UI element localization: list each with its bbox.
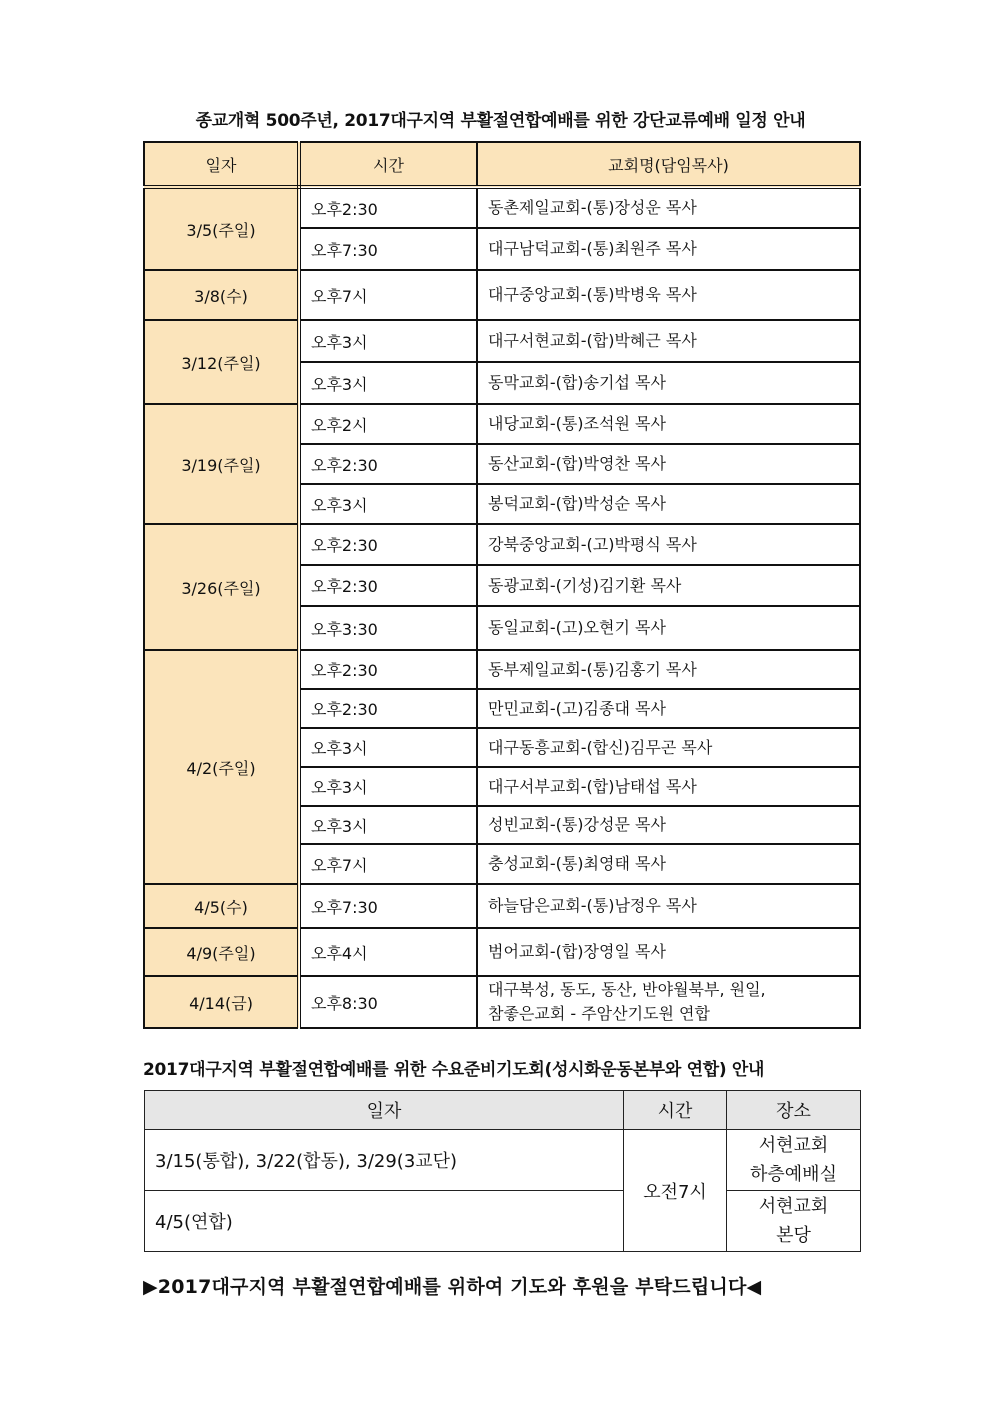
table-row bbox=[144, 320, 860, 362]
prayer-header-row bbox=[145, 1091, 861, 1130]
church-cell: 대구서부교회-(합)남태섭 목사 bbox=[477, 767, 860, 806]
prayer-place-cell bbox=[727, 1130, 861, 1191]
church-cell: 동부제일교회-(통)김홍기 목사 bbox=[477, 650, 860, 689]
church-cell: 만민교회-(고)김종대 목사 bbox=[477, 689, 860, 728]
church-cell: 대구중앙교회-(통)박병욱 목사 bbox=[477, 270, 860, 320]
footer-message: ▶2017대구지역 부활절연합예배를 위하여 기도와 후원을 부탁드립니다◀ bbox=[143, 1276, 762, 1298]
church-cell: 하늘담은교회-(통)남정우 목사 bbox=[477, 884, 860, 928]
date-cell: 4/2(주일) bbox=[144, 650, 299, 884]
church-cell: 대구서현교회-(합)박혜근 목사 bbox=[477, 320, 860, 362]
schedule-header-row bbox=[144, 142, 860, 187]
time-cell: 오후4시 bbox=[299, 928, 477, 976]
date-cell: 3/12(주일) bbox=[144, 320, 299, 404]
table-row bbox=[145, 1130, 861, 1191]
church-cell bbox=[477, 976, 860, 1028]
table-row bbox=[144, 270, 860, 320]
church-line-1: 대구북성, 동도, 동산, 반야월북부, 원일, bbox=[488, 980, 766, 999]
time-cell: 오후2:30 bbox=[299, 524, 477, 565]
table-row bbox=[144, 928, 860, 976]
place-line-1: 서현교회 bbox=[758, 1196, 829, 1217]
prayer-time-cell: 오전7시 bbox=[624, 1130, 727, 1252]
church-cell: 내당교회-(통)조석원 목사 bbox=[477, 404, 860, 444]
place-line-2: 하층예배실 bbox=[750, 1164, 837, 1185]
church-cell: 범어교회-(합)장영일 목사 bbox=[477, 928, 860, 976]
place-line-1: 서현교회 bbox=[758, 1135, 829, 1156]
table-row bbox=[144, 187, 860, 228]
schedule-title: 종교개혁 500주년, 2017대구지역 부활절연합예배를 위한 강단교류예배 일정 안내 bbox=[195, 111, 806, 131]
church-cell: 봉덕교회-(합)박성순 목사 bbox=[477, 484, 860, 524]
church-cell: 대구남덕교회-(통)최원주 목사 bbox=[477, 228, 860, 270]
church-cell: 성빈교회-(통)강성문 목사 bbox=[477, 806, 860, 844]
time-cell: 오후2시 bbox=[299, 404, 477, 444]
time-cell: 오후7:30 bbox=[299, 884, 477, 928]
church-line-2: 참좋은교회 - 주암산기도원 연합 bbox=[488, 1004, 710, 1023]
prayer-header-place: 장소 bbox=[727, 1091, 861, 1130]
date-cell: 3/5(주일) bbox=[144, 187, 299, 270]
church-cell: 강북중앙교회-(고)박평식 목사 bbox=[477, 524, 860, 565]
header-date: 일자 bbox=[144, 142, 299, 187]
prayer-header-time: 시간 bbox=[624, 1091, 727, 1130]
church-cell: 동일교회-(고)오현기 목사 bbox=[477, 606, 860, 650]
time-cell: 오후3시 bbox=[299, 767, 477, 806]
time-cell: 오후7:30 bbox=[299, 228, 477, 270]
time-cell: 오후3시 bbox=[299, 728, 477, 767]
prayer-date-cell: 3/15(통합), 3/22(합동), 3/29(3교단) bbox=[145, 1130, 624, 1191]
church-cell: 대구동흥교회-(합신)김무곤 목사 bbox=[477, 728, 860, 767]
table-row bbox=[144, 650, 860, 689]
prayer-meeting-table bbox=[144, 1090, 861, 1252]
date-cell: 4/5(수) bbox=[144, 884, 299, 928]
church-cell: 동산교회-(합)박영찬 목사 bbox=[477, 444, 860, 484]
table-row bbox=[144, 404, 860, 444]
time-cell: 오후2:30 bbox=[299, 689, 477, 728]
date-cell: 4/9(주일) bbox=[144, 928, 299, 976]
table-row bbox=[145, 1191, 861, 1252]
prayer-meeting-title: 2017대구지역 부활절연합예배를 위한 수요준비기도회(성시화운동본부와 연합) 안내 bbox=[143, 1060, 765, 1080]
pulpit-exchange-schedule-table bbox=[143, 141, 861, 1029]
time-cell: 오후2:30 bbox=[299, 565, 477, 606]
time-cell: 오후3시 bbox=[299, 806, 477, 844]
table-row bbox=[144, 884, 860, 928]
table-row bbox=[144, 976, 860, 1028]
date-cell: 3/8(수) bbox=[144, 270, 299, 320]
time-cell: 오후8:30 bbox=[299, 976, 477, 1028]
date-cell: 3/19(주일) bbox=[144, 404, 299, 524]
time-cell: 오후3시 bbox=[299, 362, 477, 404]
date-cell: 3/26(주일) bbox=[144, 524, 299, 650]
church-cell: 동막교회-(합)송기섭 목사 bbox=[477, 362, 860, 404]
time-cell: 오후7시 bbox=[299, 270, 477, 320]
church-cell: 동촌제일교회-(통)장성운 목사 bbox=[477, 187, 860, 228]
time-cell: 오후2:30 bbox=[299, 444, 477, 484]
time-cell: 오후3시 bbox=[299, 320, 477, 362]
time-cell: 오후7시 bbox=[299, 844, 477, 884]
place-line-2: 본당 bbox=[776, 1225, 811, 1246]
table-row bbox=[144, 524, 860, 565]
church-cell: 충성교회-(통)최영태 목사 bbox=[477, 844, 860, 884]
date-cell: 4/14(금) bbox=[144, 976, 299, 1028]
prayer-place-cell bbox=[727, 1191, 861, 1252]
prayer-date-cell: 4/5(연합) bbox=[145, 1191, 624, 1252]
time-cell: 오후3:30 bbox=[299, 606, 477, 650]
church-cell: 동광교회-(기성)김기환 목사 bbox=[477, 565, 860, 606]
time-cell: 오후2:30 bbox=[299, 650, 477, 689]
header-church: 교회명(담임목사) bbox=[477, 142, 860, 187]
prayer-header-date: 일자 bbox=[145, 1091, 624, 1130]
time-cell: 오후3시 bbox=[299, 484, 477, 524]
header-time: 시간 bbox=[299, 142, 477, 187]
time-cell: 오후2:30 bbox=[299, 187, 477, 228]
